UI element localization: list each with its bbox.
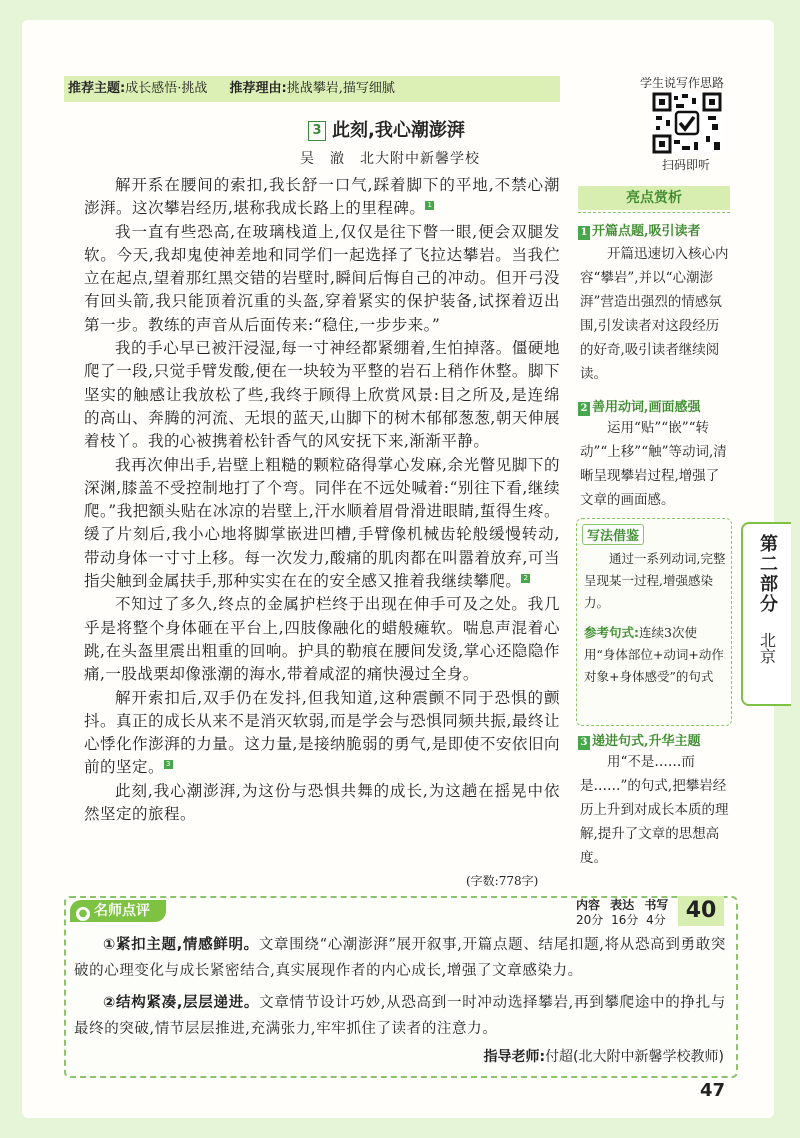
- article-paragraph: [84, 454, 560, 594]
- instructor-label: 指导老师:: [483, 1049, 546, 1065]
- writing-tip-ref-label: 参考句式:: [584, 625, 639, 640]
- section-part: 第二部分: [757, 534, 778, 614]
- review-point-1: ①紧扣主题,情感鲜明。: [103, 937, 259, 953]
- article-paragraph: [84, 593, 560, 686]
- highlight-1-number: 1: [578, 226, 590, 240]
- word-count: (字数:778字): [466, 874, 539, 888]
- writing-tip-label: 写法借鉴: [582, 524, 644, 545]
- recommend-bar: [64, 76, 560, 102]
- highlight-3-title-text: 递进句式,升华主题: [592, 734, 701, 749]
- article-body: [84, 174, 560, 826]
- review-text-1: 文章围绕“心潮澎湃”展开叙事,开篇点题、结尾扣题,将从恐高到勇敢突破的心理变化与成长紧密结合,真实展现作者的内心成长,增强了文章感染力。: [74, 937, 727, 979]
- qr-code-icon[interactable]: [652, 92, 722, 154]
- score-points: 20分 16分 4分: [576, 913, 666, 927]
- writing-tip-ref: [584, 622, 726, 688]
- qr-top-label: 学生说写作思路: [640, 76, 725, 90]
- article-paragraph: [84, 221, 560, 337]
- paragraph-text: 我的手心早已被汗浸湿,每一寸神经都紧绷着,生怕掉落。僵硬地爬了一段,只觉手臂发酸,便在一块较为平整的岩石上稍作休整。脚下坚实的触感让我放松了些,我终于顾得上欣赏风景:目之所及,是连绵的高山、奔腾的河流、无垠的蓝天,山脚下的树木郁郁葱葱,朝天伸展着枝丫。我的心被携着松针香气的风安抚下来,渐渐平静。: [84, 339, 560, 451]
- instructor: [483, 1046, 724, 1066]
- highlight-3-text: 用“不是……而是……”的句式,把攀岩经历上升到对成长本质的理解,提升了文章的思想高度。: [580, 754, 729, 866]
- paragraph-text: 此刻,我心潮澎湃,为这份与恐惧共舞的成长,为这趟在摇晃中依然坚定的旅程。: [84, 781, 560, 824]
- highlight-1-title-text: 开篇点题,吸引读者: [592, 224, 701, 239]
- article-author: 吴 澈 北大附中新馨学校: [300, 151, 480, 167]
- topic-value: 成长感悟·挑战: [125, 81, 208, 96]
- article-paragraph: [84, 337, 560, 453]
- paragraph-text: 解开索扣后,双手仍在发抖,但我知道,这种震颤不同于恐惧的颤抖。真正的成长从来不是消灭软弱,而是学会与恐惧同频共振,最终让心悸化作澎湃的力量。这力量,是接纳脆弱的勇气,是即使不安依旧向前的坚定。: [84, 688, 560, 777]
- review-paragraph-2: [74, 990, 726, 1042]
- highlight-3-number: 3: [578, 736, 590, 750]
- article-paragraph: [84, 687, 560, 780]
- paragraph-text: 我一直有些恐高,在玻璃栈道上,仅仅是往下瞥一眼,便会双腿发软。今天,我却鬼使神差地和同学们一起选择了飞拉达攀岩。当我伫立在起点,望着那红黑交错的岩壁时,瞬间后悔自己的冲动。但开弓没有回头箭,我只能顶着沉重的头盔,穿着紧实的保护装备,试探着迈出第一步。教练的声音从后面传来:“稳住,一步步来。”: [84, 222, 560, 334]
- review-label-tag: [70, 900, 166, 922]
- review-paragraph-1: [74, 932, 726, 984]
- page-number: 47: [700, 1080, 726, 1101]
- section-region: 北京: [757, 632, 777, 664]
- reason-value: 挑战攀岩,描写细腻: [286, 81, 395, 96]
- paragraph-text: 我再次伸出手,岩壁上粗糙的颗粒硌得掌心发麻,余光瞥见脚下的深渊,膝盖不受控制地打了个弯。同伴在不远处喊着:“别往下看,继续爬。”我把额头贴在冰凉的岩壁上,汗水顺着眉骨滑进眼睛,蜇得生疼。缓了片刻后,我小心地将脚掌嵌进凹槽,手臂像机械齿轮般缓慢转动,带动身体一寸寸上移。每一次发力,酸痛的肌肉都在叫嚣着放弃,可当指尖触到金属扶手,那种实实在在的安全感又推着我继续攀爬。: [84, 455, 560, 591]
- highlight-2-number: 2: [578, 402, 590, 416]
- annotation-marker: 1: [425, 201, 434, 210]
- section-side-tab: [741, 522, 791, 706]
- paragraph-text: 不知过了多久,终点的金属护栏终于出现在伸手可及之处。我几乎是将整个身体砸在平台上,四肢像融化的蜡般瘫软。喘息声混着心跳,在头盔里震出粗重的回响。护具的勒痕在腰间发烫,掌心还隐隐作痛,一股战栗却像涨潮的海水,带着咸涩的痛快漫过全身。: [84, 595, 560, 684]
- annotation-marker: 2: [521, 574, 530, 583]
- instructor-name: 付超(北大附中新馨学校教师): [545, 1049, 724, 1065]
- highlight-3-title: [578, 730, 701, 750]
- review-text-2: 文章情节设计巧妙,从恐高到一时冲动选择攀岩,再到攀爬途中的挣扎与最终的突破,情节层层推进,充满张力,牢牢抓住了读者的注意力。: [74, 995, 727, 1037]
- highlight-1-title: [578, 220, 701, 240]
- article-paragraph: [84, 780, 560, 827]
- highlights-divider: [578, 212, 730, 214]
- score-total: 40: [678, 896, 724, 926]
- writing-tip-ref-text: 连续3次使用“身体部位+动词+动作对象+身体感受”的句式: [584, 625, 724, 684]
- score-panel: [572, 896, 732, 926]
- highlight-2-title: [578, 396, 701, 416]
- writing-tip-text: 通过一系列动词,完整呈现某一过程,增强感染力。: [584, 551, 726, 610]
- paragraph-text: 解开系在腰间的索扣,我长舒一口气,踩着脚下的平地,不禁心潮澎湃。这次攀岩经历,堪称我成长路上的里程碑。: [84, 176, 560, 218]
- highlight-2-title-text: 善用动词,画面感强: [592, 400, 701, 415]
- highlight-2-text: 运用“贴”“嵌”“转动”“上移”“触”等动词,清晰呈现攀岩过程,增强了文章的画面感。: [580, 420, 727, 508]
- review-label: 名师点评: [94, 903, 150, 919]
- highlight-1-text: 开篇迅速切入核心内容“攀岩”,并以“心潮澎湃”营造出强烈的情感氛围,引发读者对这段经历的好奇,吸引读者继续阅读。: [580, 246, 729, 382]
- article-title: [308, 116, 465, 142]
- user-icon: ●: [76, 907, 90, 921]
- review-point-2: ②结构紧凑,层层递进。: [103, 995, 260, 1011]
- reason-label: 推荐理由:: [229, 81, 287, 96]
- topic-label: 推荐主题:: [68, 81, 126, 96]
- score-categories: 内容 表达 书写: [576, 898, 669, 912]
- article-number: 3: [308, 121, 326, 141]
- highlights-header: 亮点赏析: [578, 186, 730, 210]
- annotation-marker: 3: [164, 760, 173, 769]
- article-paragraph: [84, 174, 560, 221]
- article-title-text: 此刻,我心潮澎湃: [332, 120, 465, 141]
- qr-bottom-label: 扫码即听: [662, 158, 711, 172]
